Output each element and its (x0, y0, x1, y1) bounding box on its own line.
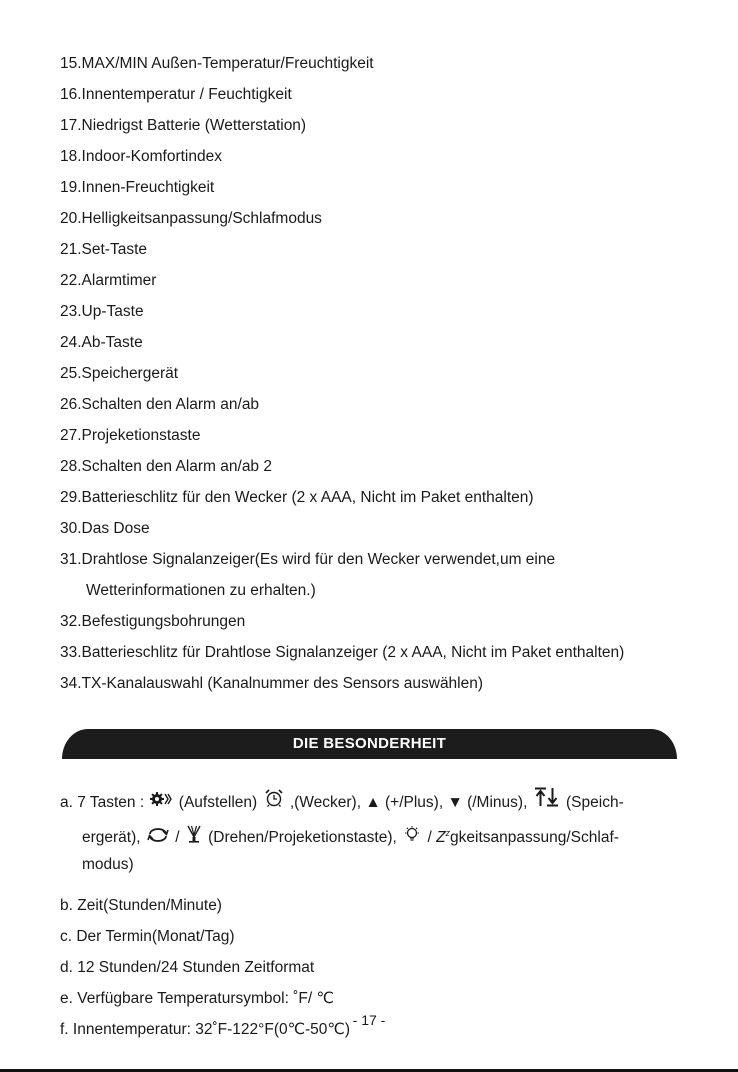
list-item: 15.MAX/MIN Außen-Temperatur/Freuchtigkeit (60, 55, 374, 72)
feature-c: c. Der Termin(Monat/Tag) (60, 928, 235, 945)
projection-icon (186, 823, 202, 854)
feature-f: f. Innentemperatur: 32˚F-122°F(0℃-50℃) (60, 1021, 350, 1038)
feature-a-set-text: (Aufstellen) (178, 794, 262, 811)
feature-a-up-text: (+/Plus), (384, 794, 444, 811)
down-triangle-icon: ▼ (447, 794, 463, 811)
list-item: 31.Drahtlose Signalanzeiger(Es wird für den Wecker verwendet,um eine (60, 551, 556, 568)
list-item: 23.Up-Taste (60, 303, 144, 320)
list-item: 21.Set-Taste (60, 241, 148, 258)
list-item: 28.Schalten den Alarm an/ab 2 (60, 458, 272, 475)
list-item: 30.Das Dose (60, 520, 150, 537)
list-item: 29.Batterieschlitz für den Wecker (2 x AAA, Nicht im Paket enthalten) (60, 489, 534, 506)
brightness-bulb-icon (403, 823, 421, 854)
list-item: 32.Befestigungsbohrungen (60, 613, 246, 630)
list-item-continuation: Wetterinformationen zu erhalten.) (86, 582, 316, 599)
feature-a-alarm-text: ,(Wecker), (289, 794, 362, 811)
feature-a-down-text: (/Minus), (467, 794, 528, 811)
list-item: 20.Helligkeitsanpassung/Schlafmodus (60, 210, 322, 227)
up-triangle-icon: ▲ (365, 794, 381, 811)
section-title: DIE BESONDERHEIT (292, 735, 447, 752)
feature-a-line2-mid: (Drehen/Projeketionstaste), (208, 829, 402, 847)
feature-a-line2-end: gkeitsanpassung/Schlaf- (450, 829, 619, 847)
component-list (60, 48, 720, 699)
features-list (60, 787, 725, 1045)
alarm-clock-icon (264, 787, 284, 818)
list-item: 16.Innentemperatur / Feuchtigkeit (60, 86, 292, 103)
list-item: 27.Projeketionstaste (60, 427, 201, 444)
list-item: 26.Schalten den Alarm an/ab (60, 396, 260, 413)
list-item: 24.Ab-Taste (60, 334, 143, 351)
slash-separator: / (175, 829, 180, 847)
rotate-icon (147, 823, 169, 854)
page-number: - 17 - (352, 1012, 386, 1028)
feature-a-prefix: a. 7 Tasten : (60, 794, 145, 811)
list-item: 18.Indoor-Komfortindex (60, 148, 222, 165)
feature-b: b. Zeit(Stunden/Minute) (60, 897, 222, 914)
feature-a-line-3: modus) (82, 856, 134, 873)
list-item: 34.TX-Kanalauswahl (Kanalnummer des Sensors auswählen) (60, 675, 484, 692)
list-item: 19.Innen-Freuchtigkeit (60, 179, 215, 196)
feature-a-line2-start: ergerät), (82, 829, 145, 847)
memory-arrows-icon (534, 787, 560, 818)
feature-a-memory-text: (Speich- (566, 794, 624, 811)
list-item: 33.Batterieschlitz für Drahtlose Signalanzeiger (2 x AAA, Nicht im Paket enthalten) (60, 644, 625, 661)
section-header-banner (62, 729, 677, 759)
feature-d: d. 12 Stunden/24 Stunden Zeitformat (60, 959, 315, 976)
list-item: 25.Speichergerät (60, 365, 179, 382)
feature-a-line-1 (60, 787, 725, 818)
gear-icon (150, 787, 172, 818)
list-item: 17.Niedrigst Batterie (Wetterstation) (60, 117, 307, 134)
slash-separator: / (427, 829, 432, 847)
sleep-zz-icon: $Z^z$ (436, 828, 451, 847)
feature-a-line-2 (60, 818, 725, 849)
list-item: 22.Alarmtimer (60, 272, 157, 289)
feature-e: e. Verfügbare Temperatursymbol: ˚F/ ℃ (60, 990, 334, 1007)
